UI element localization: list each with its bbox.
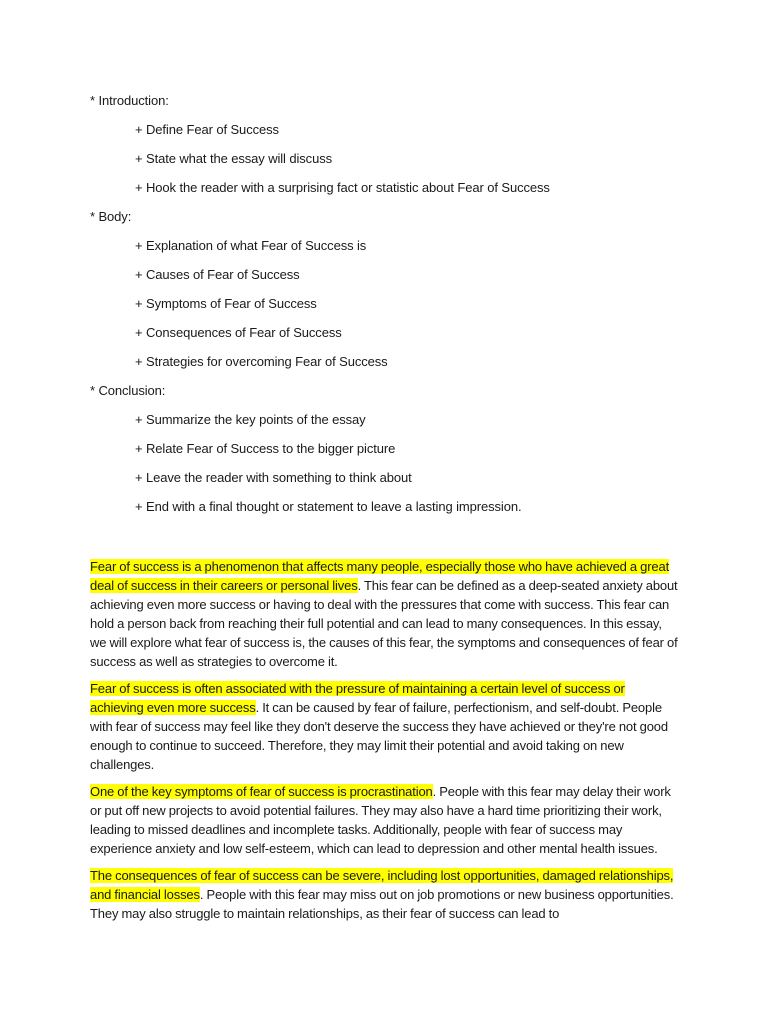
outline-item: + Hook the reader with a surprising fact or statistic about Fear of Success	[135, 180, 550, 195]
highlighted-text: One of the key symptoms of fear of success is procrastination	[90, 784, 433, 799]
essay-outline	[90, 92, 710, 527]
outline-heading-conclusion: * Conclusion:	[90, 383, 166, 398]
paragraph-introduction	[90, 557, 680, 671]
outline-heading-introduction: * Introduction:	[90, 93, 169, 108]
highlighted-text: Fear of success is often associated with the pressure of maintaining a certain level of success or achieving even more success	[90, 681, 625, 715]
paragraph-text: . This fear can be defined as a deep-seated anxiety about achieving even more success or having to deal with the pressures that come with success. This fear can hold a person back from reaching their full potential and can lead to many consequences. In this essay, we will explore what fear of success is, the causes of this fear, the symptoms and consequences of fear of success as well as strategies to overcome it.	[90, 578, 678, 669]
outline-item: + Consequences of Fear of Success	[135, 325, 342, 340]
paragraph-symptoms	[90, 782, 680, 858]
outline-heading-body: * Body:	[90, 209, 132, 224]
highlighted-text: Fear of success is a phenomenon that affects many people, especially those who have achieved a great deal of success in their careers or personal lives	[90, 559, 670, 593]
outline-item: + Strategies for overcoming Fear of Success	[135, 354, 388, 369]
outline-item: + End with a final thought or statement to leave a lasting impression.	[135, 499, 522, 514]
outline-item: + State what the essay will discuss	[135, 151, 333, 166]
highlighted-text: The consequences of fear of success can be severe, including lost opportunities, damaged relationships, and financial losses	[90, 868, 674, 902]
outline-item: + Leave the reader with something to think about	[135, 470, 412, 485]
outline-item: + Symptoms of Fear of Success	[135, 296, 317, 311]
outline-item: + Relate Fear of Success to the bigger picture	[135, 441, 396, 456]
paragraph-text: . People with this fear may delay their work or put off new projects to avoid potential failures. They may also have a hard time prioritizing their work, leading to missed deadlines and incomplete tasks. Additionally, people with fear of success may experience anxiety and low self-esteem, which can lead to depression and other mental health issues.	[90, 784, 671, 856]
paragraph-text: . People with this fear may miss out on job promotions or new business opportunities. They may also struggle to maintain relationships, as their fear of success can lead to	[90, 887, 674, 921]
essay-body	[90, 557, 680, 931]
outline-item: + Define Fear of Success	[135, 122, 279, 137]
paragraph-causes	[90, 679, 680, 774]
outline-item: + Causes of Fear of Success	[135, 267, 300, 282]
outline-item: + Summarize the key points of the essay	[135, 412, 366, 427]
paragraph-consequences	[90, 866, 680, 923]
outline-item: + Explanation of what Fear of Success is	[135, 238, 367, 253]
paragraph-text: . It can be caused by fear of failure, perfectionism, and self-doubt. People with fear of success may feel like they don't deserve the success they have achieved or they're not good enough to continue to succeed. Therefore, they may limit their potential and avoid taking on new challenges.	[90, 700, 668, 772]
